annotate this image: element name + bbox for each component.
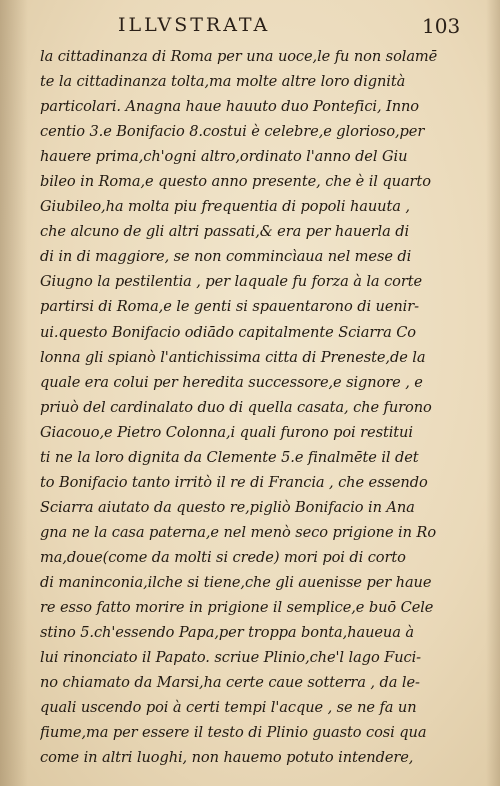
- text-line: come in altri luoghi, non hauemo potuto intendere,: [40, 749, 414, 767]
- text-line: ui.questo Bonifacio odiādo capitalmente Sciarra Co: [40, 323, 416, 341]
- text-line: quale era colui per heredita successore,e signore , e: [40, 373, 423, 391]
- text-line: to Bonifacio tanto irritò il re di Francia , che essendo: [40, 473, 428, 491]
- text-line: hauere prima,ch'ogni altro,ordinato l'anno del Giu: [40, 148, 408, 166]
- running-head: [0, 6, 500, 38]
- text-line: lui rinonciato il Papato. scriue Plinio,che'l lago Fuci-: [40, 649, 421, 667]
- text-line: te la cittadinanza tolta,ma molte altre loro dignità: [40, 73, 406, 91]
- text-line: particolari. Anagna haue hauuto duo Pontefici, Inno: [40, 98, 419, 116]
- text-line: lonna gli spianò l'antichissima citta di Preneste,de la: [40, 348, 426, 366]
- text-line: bileo in Roma,e questo anno presente, che è il quarto: [40, 173, 431, 191]
- text-line: di in di maggiore, se non commincìaua nel mese di: [40, 248, 412, 266]
- text-line: re esso fatto morire in prigione il semplice,e buō Cele: [40, 599, 434, 617]
- text-line: quali uscendo poi à certi tempi l'acque , se ne fa un: [40, 699, 417, 717]
- text-line: Giacouo,e Pietro Colonna,i quali furono poi restitui: [40, 423, 413, 441]
- text-line: la cittadinanza di Roma per una uoce,le fu non solamē: [40, 48, 438, 65]
- text-line: fiume,ma per essere il testo di Plinio guasto cosi qua: [40, 724, 427, 742]
- text-line: gna ne la casa paterna,e nel menò seco prigione in Ro: [40, 523, 437, 541]
- text-line: Sciarra aiutato da questo re,pigliò Bonifacio in Ana: [40, 498, 415, 516]
- text-line: Giubileo,ha molta piu frequentia di popoli hauuta ,: [40, 198, 410, 216]
- gutter-shadow: [0, 0, 28, 786]
- text-line: stino 5.ch'essendo Papa,per troppa bonta,haueua à: [40, 624, 414, 642]
- text-line: che alcuno de gli altri passati,& era per hauerla di: [40, 223, 410, 241]
- page-edge-shadow: [486, 0, 500, 786]
- text-line: partirsi di Roma,e le genti si spauentarono di uenir-: [40, 298, 419, 316]
- body-text: [40, 44, 478, 770]
- text-line: priuò del cardinalato duo di quella casata, che furono: [40, 398, 432, 416]
- running-title: ILLVSTRATA: [118, 14, 271, 36]
- text-line: ti ne la loro dignita da Clemente 5.e finalmēte il det: [40, 448, 419, 466]
- text-line: di maninconia,ilche si tiene,che gli auenisse per haue: [40, 573, 432, 591]
- text-line: centio 3.e Bonifacio 8.costui è celebre,e glorioso,per: [40, 123, 425, 141]
- text-line: Giugno la pestilentia , per laquale fu forza à la corte: [40, 273, 423, 291]
- page-number: 103: [422, 14, 461, 38]
- text-line: ma,doue(come da molti si crede) mori poi di corto: [40, 548, 406, 566]
- text-line: no chiamato da Marsi,ha certe caue sotterra , da le-: [40, 674, 420, 692]
